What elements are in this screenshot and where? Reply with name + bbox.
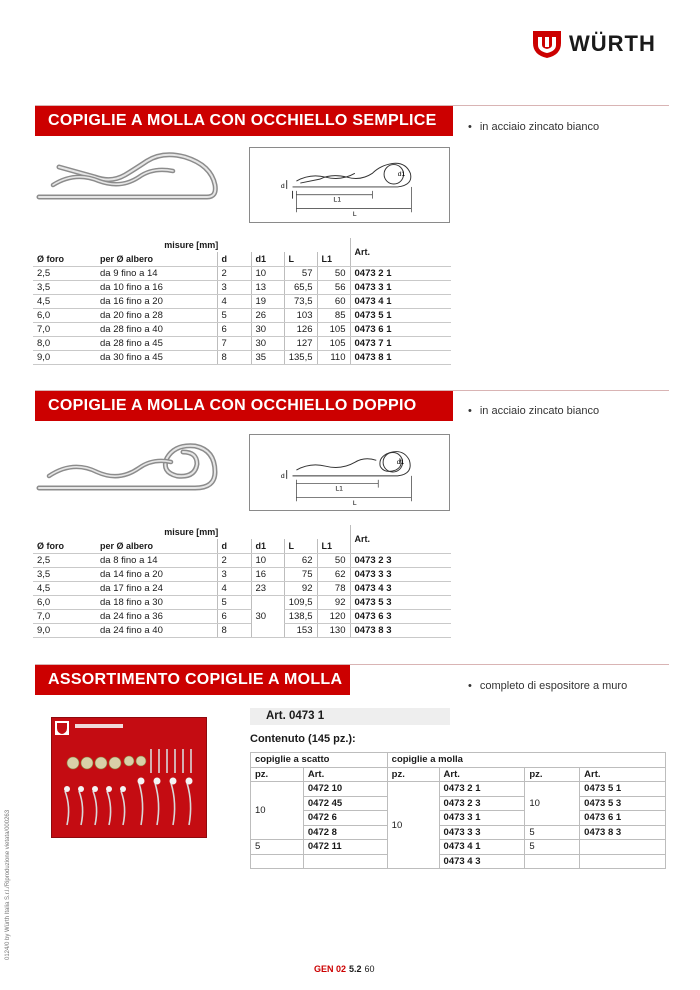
cell-l: 57 (284, 266, 317, 280)
footer-section: 5.2 (349, 964, 362, 974)
cell-art: 0473 2 1 (350, 266, 451, 280)
cell-foro: 3,5 (33, 567, 96, 581)
cell-albero: da 10 fino a 16 (96, 280, 217, 294)
cell-d: 7 (217, 336, 251, 350)
cell-d1: 16 (251, 567, 284, 581)
cell-d1: 35 (251, 350, 284, 364)
assortment-contents-table (250, 752, 666, 869)
footer-code: GEN 02 (314, 964, 347, 974)
cell-l: 62 (284, 553, 317, 567)
section-title: COPIGLIE A MOLLA CON OCCHIELLO DOPPIO (35, 391, 453, 421)
cell-albero: da 16 fino a 20 (96, 294, 217, 308)
kit-art: 0473 4 3 (439, 854, 525, 869)
kit-art: 0472 8 (303, 825, 387, 840)
cell-d1: 30 (251, 336, 284, 350)
table-row (33, 553, 451, 567)
cell-foro: 8,0 (33, 336, 96, 350)
header-art: Art. (580, 767, 666, 782)
header-pz: pz. (387, 767, 439, 782)
cell-albero: da 8 fino a 14 (96, 553, 217, 567)
header-group: misure [mm] (164, 240, 219, 250)
feature-bullet: • completo di espositore a muro (468, 680, 627, 692)
cell-albero: da 18 fino a 30 (96, 595, 217, 609)
technical-drawing-single (249, 147, 450, 223)
cell-art: 0473 3 1 (350, 280, 451, 294)
cell-d: 3 (217, 567, 251, 581)
spec-table-single (33, 238, 451, 365)
cell-d1: 30 (251, 322, 284, 336)
kit-pz: 10 (525, 782, 580, 826)
wurth-logo (531, 27, 669, 61)
drawing-label-d1: d1 (396, 459, 405, 467)
cell-l: 126 (284, 322, 317, 336)
header-art: Art. (350, 525, 451, 553)
kit-art: 0473 2 1 (439, 782, 525, 797)
header-d1: d1 (251, 539, 284, 553)
cell-foro: 3,5 (33, 280, 96, 294)
header-d1: d1 (251, 252, 284, 266)
cell-art: 0473 2 3 (350, 553, 451, 567)
cell-art: 0473 7 1 (350, 336, 451, 350)
header-foro: Ø foro (33, 539, 96, 553)
cell-foro: 7,0 (33, 609, 96, 623)
kit-empty-cell (303, 854, 387, 869)
table-row (33, 567, 451, 581)
cell-l1: 92 (317, 595, 350, 609)
cell-foro: 6,0 (33, 308, 96, 322)
cell-l: 73,5 (284, 294, 317, 308)
kit-pz: 10 (251, 782, 304, 840)
group-scatto: copiglie a scatto (251, 753, 388, 768)
cell-d1: 10 (251, 266, 284, 280)
header-l1: L1 (317, 539, 350, 553)
feature-bullet: • in acciaio zincato bianco (468, 121, 599, 133)
cell-d: 6 (217, 322, 251, 336)
kit-art: 0472 11 (303, 840, 387, 855)
header-pz: pz. (525, 767, 580, 782)
cell-l1: 105 (317, 322, 350, 336)
cell-l1: 62 (317, 567, 350, 581)
kit-empty-cell (580, 854, 666, 869)
table-row (33, 294, 451, 308)
cell-d1: 10 (251, 553, 284, 567)
kit-art: 0473 3 3 (439, 825, 525, 840)
header-group: misure [mm] (164, 527, 219, 537)
drawing-label-l: L (352, 500, 357, 508)
cell-foro: 4,5 (33, 294, 96, 308)
header-albero: per Ø albero (96, 252, 217, 266)
table-row (33, 581, 451, 595)
pin-photo-single (35, 145, 220, 215)
table-row (33, 266, 451, 280)
table-row (33, 280, 451, 294)
cell-art: 0473 8 3 (350, 623, 451, 637)
header-art: Art. (439, 767, 525, 782)
cell-d: 3 (217, 280, 251, 294)
brand-name: WÜRTH (569, 31, 656, 56)
cell-d1: 19 (251, 294, 284, 308)
cell-foro: 9,0 (33, 623, 96, 637)
kit-pz: 5 (525, 840, 580, 855)
cell-art: 0473 8 1 (350, 350, 451, 364)
cell-d: 2 (217, 266, 251, 280)
kit-art: 0473 3 1 (439, 811, 525, 826)
cell-l1: 60 (317, 294, 350, 308)
cell-l1: 110 (317, 350, 350, 364)
assortment-contents-label: Contenuto (145 pz.): (250, 733, 356, 745)
cell-d1: 26 (251, 308, 284, 322)
kit-art: 0472 6 (303, 811, 387, 826)
kit-pz: 5 (251, 840, 304, 855)
cell-l1: 105 (317, 336, 350, 350)
cell-l: 153 (284, 623, 317, 637)
cell-albero: da 28 fino a 40 (96, 322, 217, 336)
cell-d: 5 (217, 308, 251, 322)
cell-albero: da 24 fino a 36 (96, 609, 217, 623)
header-d: d (217, 539, 251, 553)
cell-foro: 6,0 (33, 595, 96, 609)
kit-art: 0473 2 3 (439, 796, 525, 811)
kit-art: 0473 8 3 (580, 825, 666, 840)
cell-art: 0473 5 1 (350, 308, 451, 322)
cell-l: 135,5 (284, 350, 317, 364)
cell-art: 0473 3 3 (350, 567, 451, 581)
group-molla: copiglie a molla (387, 753, 665, 768)
section-title: COPIGLIE A MOLLA CON OCCHIELLO SEMPLICE (35, 106, 453, 136)
feature-bullet: • in acciaio zincato bianco (468, 405, 599, 417)
kit-empty-cell (525, 854, 580, 869)
table-row (33, 336, 451, 350)
cell-l1: 50 (317, 553, 350, 567)
cell-albero: da 9 fino a 14 (96, 266, 217, 280)
header-pz: pz. (251, 767, 304, 782)
cell-albero: da 30 fino a 45 (96, 350, 217, 364)
cell-albero: da 24 fino a 40 (96, 623, 217, 637)
cell-l1: 130 (317, 623, 350, 637)
cell-art: 0473 6 1 (350, 322, 451, 336)
header-foro: Ø foro (33, 252, 96, 266)
kit-art: 0473 5 3 (580, 796, 666, 811)
cell-l: 92 (284, 581, 317, 595)
assortment-article-number: Art. 0473 1 (250, 708, 450, 725)
cell-foro: 2,5 (33, 553, 96, 567)
cell-d1: 23 (251, 581, 284, 595)
table-row (33, 595, 451, 609)
drawing-label-d: d (280, 472, 285, 480)
page-footer (314, 964, 375, 974)
table-row (33, 308, 451, 322)
cell-l: 75 (284, 567, 317, 581)
kit-pz: 5 (525, 825, 580, 840)
cell-albero: da 14 fino a 20 (96, 567, 217, 581)
cell-l: 65,5 (284, 280, 317, 294)
cell-d: 5 (217, 595, 251, 609)
cell-art: 0473 4 3 (350, 581, 451, 595)
cell-d1: 13 (251, 280, 284, 294)
kit-art: 0473 6 1 (580, 811, 666, 826)
cell-foro: 4,5 (33, 581, 96, 595)
cell-foro: 7,0 (33, 322, 96, 336)
kit-pz: 10 (387, 782, 439, 869)
table-row (33, 322, 451, 336)
kit-art: 0472 45 (303, 796, 387, 811)
cell-l: 127 (284, 336, 317, 350)
cell-d: 8 (217, 350, 251, 364)
cell-l1: 120 (317, 609, 350, 623)
cell-l1: 85 (317, 308, 350, 322)
cell-l1: 50 (317, 266, 350, 280)
header-l: L (284, 539, 317, 553)
assortment-display-photo (51, 717, 207, 838)
cell-art: 0473 6 3 (350, 609, 451, 623)
kit-empty-cell (580, 840, 666, 855)
section-title: ASSORTIMENTO COPIGLIE A MOLLA (35, 665, 350, 695)
cell-foro: 9,0 (33, 350, 96, 364)
cell-d: 4 (217, 581, 251, 595)
cell-d: 6 (217, 609, 251, 623)
cell-albero: da 17 fino a 24 (96, 581, 217, 595)
wurth-logo-icon (531, 29, 563, 59)
drawing-label-d1: d1 (397, 171, 406, 179)
kit-art: 0472 10 (303, 782, 387, 797)
cell-d: 4 (217, 294, 251, 308)
cell-art: 0473 4 1 (350, 294, 451, 308)
table-row (33, 623, 451, 637)
header-art: Art. (303, 767, 387, 782)
header-albero: per Ø albero (96, 539, 217, 553)
copyright-side-text: 0124/0 by Würth Italia S.r.l./Riproduzione vietata/000263 (5, 809, 11, 960)
cell-l: 109,5 (284, 595, 317, 609)
header-art: Art. (350, 238, 451, 266)
drawing-label-l1: L1 (333, 196, 341, 204)
technical-drawing-double (249, 434, 450, 511)
cell-d: 2 (217, 553, 251, 567)
kit-art: 0473 5 1 (580, 782, 666, 797)
drawing-label-l1: L1 (335, 485, 343, 493)
header-l1: L1 (317, 252, 350, 266)
kit-empty-cell (251, 854, 304, 869)
cell-foro: 2,5 (33, 266, 96, 280)
drawing-label-d: d (280, 182, 285, 190)
header-d: d (217, 252, 251, 266)
spec-table-double (33, 525, 451, 638)
cell-art: 0473 5 3 (350, 595, 451, 609)
table-row (33, 609, 451, 623)
header-l: L (284, 252, 317, 266)
cell-l: 138,5 (284, 609, 317, 623)
cell-d: 8 (217, 623, 251, 637)
kit-art: 0473 4 1 (439, 840, 525, 855)
cell-l1: 78 (317, 581, 350, 595)
drawing-label-l: L (352, 211, 357, 219)
cell-l1: 56 (317, 280, 350, 294)
cell-d1: 30 (251, 595, 284, 637)
table-row (33, 350, 451, 364)
cell-albero: da 28 fino a 45 (96, 336, 217, 350)
cell-l: 103 (284, 308, 317, 322)
footer-page: 60 (364, 964, 375, 974)
cell-albero: da 20 fino a 28 (96, 308, 217, 322)
pin-photo-double (35, 432, 220, 504)
